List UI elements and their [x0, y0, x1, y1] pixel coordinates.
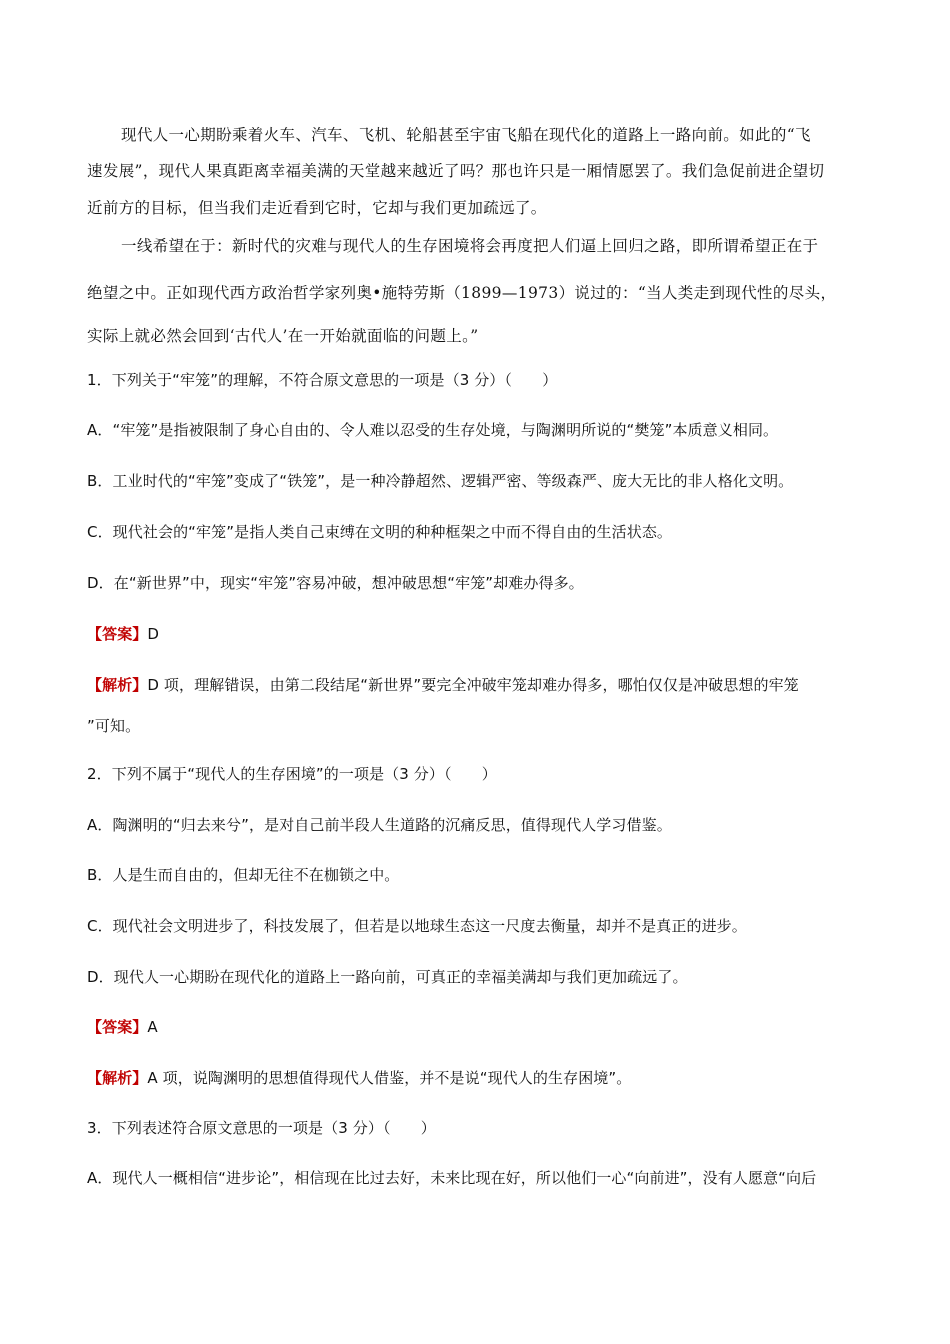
option-d: D．现代人一心期盼在现代化的道路上一路向前，可真正的幸福美满却与我们更加疏远了。 [87, 968, 688, 986]
option-a: A．“牢笼”是指被限制了身心自由的、令人难以忍受的生存处境，与陶渊明所说的“樊笼”本质意义相同。 [87, 421, 779, 439]
analysis-text: D 项，理解错误，由第二段结尾“新世界”要完全冲破牢笼却难办得多，哪怕仅仅是冲破思想的牢笼 [147, 676, 799, 694]
option-a: A．陶渊明的“归去来兮”，是对自己前半段人生道路的沉痛反思，值得现代人学习借鉴。 [87, 816, 672, 834]
question-stem: 3．下列表述符合原文意思的一项是（3 分）（ ） [87, 1119, 436, 1137]
option-b: B．人是生而自由的，但却无往不在枷锁之中。 [87, 866, 400, 884]
analysis-text: A 项，说陶渊明的思想值得现代人借鉴，并不是说“现代人的生存困境”。 [147, 1069, 632, 1087]
option-c: C．现代社会的“牢笼”是指人类自己束缚在文明的种种框架之中而不得自由的生活状态。 [87, 523, 673, 541]
option-c: C．现代社会文明进步了，科技发展了，但若是以地球生态这一尺度去衡量，却并不是真正的进步。 [87, 917, 747, 935]
analysis-label: 【解析】 [87, 1069, 148, 1087]
option-d: D．在“新世界”中，现实“牢笼”容易冲破，想冲破思想“牢笼”却难办得多。 [87, 574, 584, 592]
passage-line: 速发展”，现代人果真距离幸福美满的天堂越来越近了吗？那也许只是一厢情愿罢了。我们急促前进企望切 [87, 162, 825, 180]
analysis-line [87, 675, 799, 695]
passage-line: 现代人一心期盼乘着火车、汽车、飞机、轮船甚至宇宙飞船在现代化的道路上一路向前。如此的“飞 [121, 126, 811, 144]
passage-line: 一线希望在于：新时代的灾难与现代人的生存困境将会再度把人们逼上回归之路，即所谓希望正在于 [121, 237, 819, 255]
passage-line: 实际上就必然会回到‘古代人’在一开始就面临的问题上。” [87, 327, 479, 345]
answer-label: 【答案】 [87, 1018, 148, 1036]
analysis-label: 【解析】 [87, 676, 148, 694]
analysis-continued: ”可知。 [87, 717, 141, 735]
answer-value: D [147, 625, 160, 643]
passage-line: 绝望之中。正如现代西方政治哲学家列奥•施特劳斯（1899—1973）说过的：“当人类走到现代性的尽头， [87, 284, 837, 302]
option-b: B．工业时代的“牢笼”变成了“铁笼”，是一种冷静超然、逻辑严密、等级森严、庞大无比的非人格化文明。 [87, 472, 794, 490]
option-a: A．现代人一概相信“进步论”，相信现在比过去好，未来比现在好，所以他们一心“向前进”，没有人愿意“向后 [87, 1169, 817, 1187]
answer-line [87, 624, 159, 644]
answer-line [87, 1017, 158, 1037]
passage-line: 近前方的目标，但当我们走近看到它时，它却与我们更加疏远了。 [87, 199, 547, 217]
answer-label: 【答案】 [87, 625, 148, 643]
analysis-line [87, 1068, 631, 1088]
answer-value: A [147, 1018, 158, 1036]
question-stem: 2．下列不属于“现代人的生存困境”的一项是（3 分）（ ） [87, 765, 497, 783]
question-stem: 1．下列关于“牢笼”的理解，不符合原文意思的一项是（3 分）（ ） [87, 371, 558, 389]
